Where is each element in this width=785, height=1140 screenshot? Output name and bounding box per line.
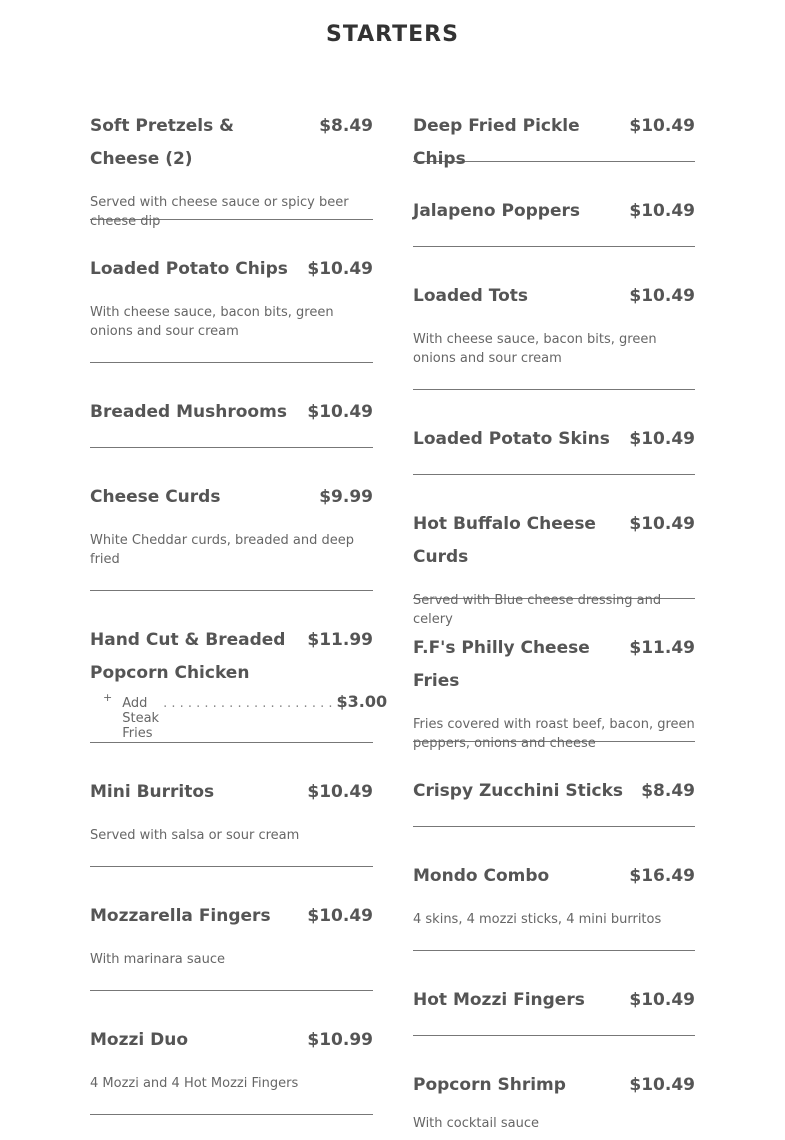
menu-item-price: $8.49	[319, 116, 373, 136]
menu-item-price: $10.99	[307, 1030, 373, 1050]
menu-item	[413, 775, 695, 827]
menu-item-price: $8.49	[641, 781, 695, 801]
menu-column-left	[90, 110, 388, 1115]
menu-item	[413, 110, 695, 169]
menu-item-name: Jalapeno Poppers	[413, 201, 581, 221]
menu-item-description: Served with Blue cheese dressing and celery	[413, 593, 662, 627]
menu-item-description: With marinara sauce	[90, 952, 226, 967]
menu-item-price: $10.49	[307, 782, 373, 802]
menu-item-price: $10.49	[629, 514, 695, 534]
menu-item-description: With cheese sauce, bacon bits, green onions and sour cream	[413, 332, 657, 366]
menu-item-name: Soft Pretzels & Cheese (2)	[90, 116, 234, 169]
menu-item	[413, 280, 695, 390]
menu-item-description: Served with cheese sauce or spicy beer cheese dip	[90, 195, 349, 229]
menu-item-name: Mini Burritos	[90, 782, 215, 802]
menu-item-price: $10.49	[629, 286, 695, 306]
menu-item-name: Loaded Potato Chips	[90, 259, 288, 279]
addon-label: Add Steak Fries	[122, 696, 160, 741]
menu-item	[413, 508, 695, 627]
menu-item-name: Hand Cut & Breaded Popcorn Chicken	[90, 630, 286, 683]
menu-item-price: $11.99	[307, 630, 373, 650]
menu-item	[90, 776, 373, 867]
menu-item-name: Mondo Combo	[413, 866, 550, 886]
menu-item	[413, 860, 695, 951]
menu-item-price: $10.49	[629, 1075, 695, 1095]
menu-item-price: $16.49	[629, 866, 695, 886]
addon-row	[90, 691, 388, 741]
menu-item	[413, 195, 695, 247]
menu-item-price: $11.49	[629, 638, 695, 658]
menu-item	[90, 396, 373, 448]
menu-item	[90, 253, 373, 363]
menu-item	[413, 984, 695, 1036]
menu-item-name: Mozzi Duo	[90, 1030, 189, 1050]
menu-item-name: Mozzarella Fingers	[90, 906, 271, 926]
menu-item	[90, 481, 373, 591]
menu-item-name: F.F's Philly Cheese Fries	[413, 638, 590, 691]
menu-item-name: Loaded Potato Skins	[413, 429, 610, 449]
menu-item-price: $10.49	[307, 906, 373, 926]
menu-item-description: White Cheddar curds, breaded and deep fried	[90, 533, 354, 567]
menu-item	[90, 1024, 373, 1115]
menu-item-price: $10.49	[307, 259, 373, 279]
menu-column-right	[413, 110, 695, 1133]
menu-item-description: Fries covered with roast beef, bacon, green peppers, onions and cheese	[413, 717, 695, 751]
menu-item	[90, 900, 373, 991]
menu-item-name: Cheese Curds	[90, 487, 221, 507]
menu-item-description: 4 Mozzi and 4 Hot Mozzi Fingers	[90, 1076, 299, 1091]
menu-item-description: With cheese sauce, bacon bits, green onions and sour cream	[90, 305, 334, 339]
menu-item-name: Crispy Zucchini Sticks	[413, 781, 624, 801]
menu-item-name: Loaded Tots	[413, 286, 529, 306]
menu-item	[90, 624, 388, 743]
section-title: STARTERS	[326, 22, 459, 47]
menu-item-name: Popcorn Shrimp	[413, 1075, 566, 1095]
menu-item-name: Hot Mozzi Fingers	[413, 990, 585, 1010]
menu-item	[413, 423, 695, 475]
menu-item-price: $10.49	[629, 990, 695, 1010]
menu-item-price: $9.99	[319, 487, 373, 507]
menu-item-price: $10.49	[307, 402, 373, 422]
menu-item-description: With cocktail sauce	[413, 1116, 539, 1131]
menu-item	[90, 110, 373, 229]
menu-item-price: $10.49	[629, 116, 695, 136]
menu-item	[413, 632, 695, 751]
menu-item-name: Breaded Mushrooms	[90, 402, 287, 422]
addon-leader-dots: . . . . . . . . . . . . . . . . . . . . .	[163, 696, 333, 711]
addon-price: $3.00	[336, 692, 388, 711]
menu-item-name: Deep Fried Pickle Chips	[413, 116, 580, 169]
menu-item-description: 4 skins, 4 mozzi sticks, 4 mini burritos	[413, 912, 662, 927]
menu-item-description: Served with salsa or sour cream	[90, 828, 300, 843]
menu-item-price: $10.49	[629, 429, 695, 449]
addon-plus: +	[103, 691, 113, 704]
menu-item-name: Hot Buffalo Cheese Curds	[413, 514, 596, 567]
menu-item-price: $10.49	[629, 201, 695, 221]
menu-item	[413, 1069, 695, 1133]
